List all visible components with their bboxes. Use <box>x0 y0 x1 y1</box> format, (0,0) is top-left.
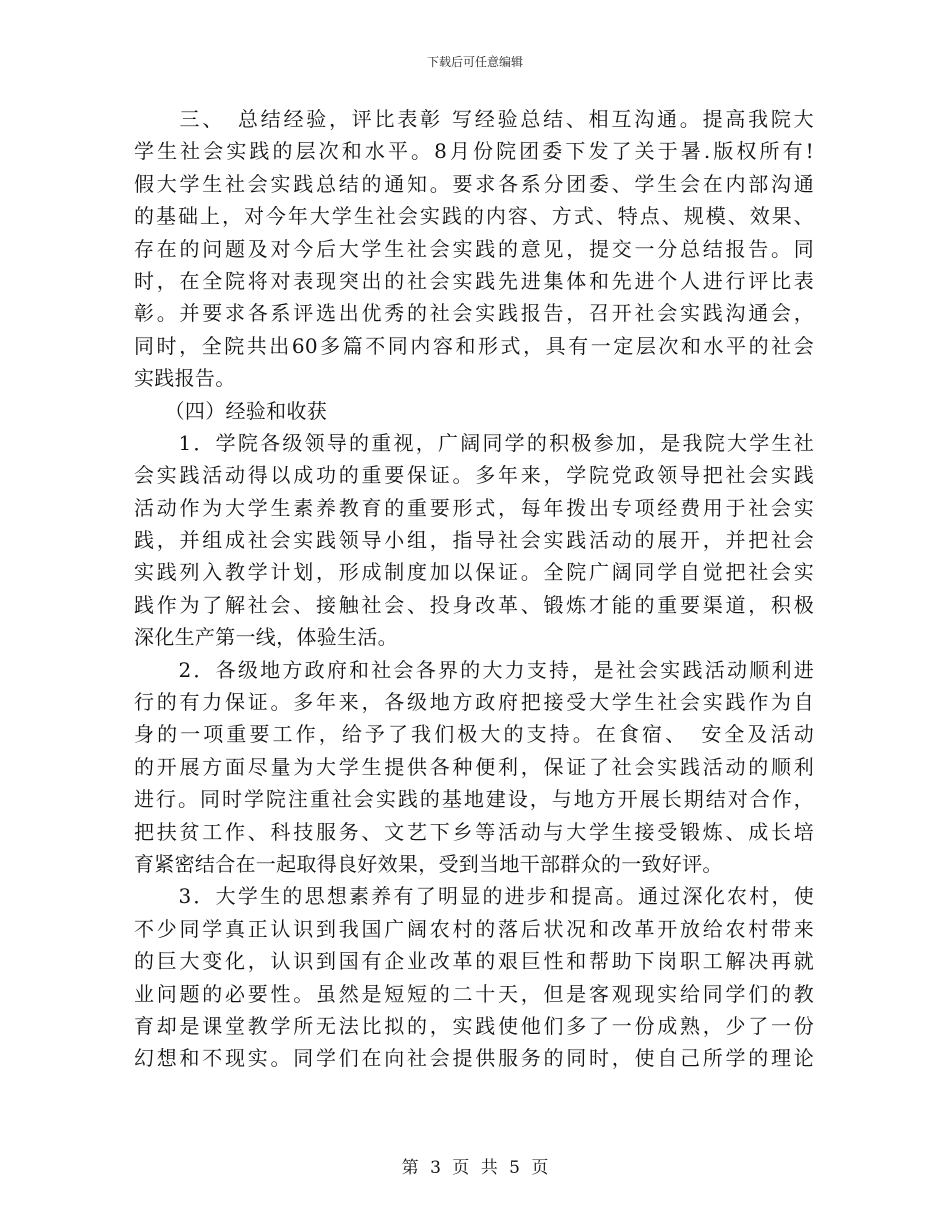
text-line: 假大学生社会实践总结的通知。要求各系分团委、学生会在内部沟通 <box>134 171 814 196</box>
text-line: 学生社会实践的层次和水平。8月份院团委下发了关于暑.版权所有! <box>134 139 814 164</box>
text-line: 行的有力保证。多年来，各级地方政府把接受大学生社会实践作为自 <box>134 690 814 715</box>
text-line: 时，在全院将对表现突出的社会实践先进集体和先进个人进行评比表 <box>134 268 814 293</box>
text-line: 1．学院各级领导的重视，广阔同学的积极参加，是我院大学生社 <box>134 430 814 455</box>
text-line: 的开展方面尽量为大学生提供各种便利，保证了社会实践活动的顺利 <box>134 754 814 779</box>
text-line: 践，并组成社会实践领导小组，指导社会实践活动的展开，并把社会 <box>134 528 814 553</box>
text-line: 身的一项重要工作，给予了我们极大的支持。在食宿、 安全及活动 <box>134 722 814 747</box>
text-line: 彰。并要求各系评选出优秀的社会实践报告，召开社会实践沟通会， <box>134 301 814 326</box>
text-line: 会实践活动得以成功的重要保证。多年来，学院党政领导把社会实践 <box>134 463 814 488</box>
text-line: 同时，全院共出60多篇不同内容和形式，具有一定层次和水平的社会 <box>134 333 814 358</box>
document-body <box>134 103 814 1075</box>
text-line: 把扶贫工作、科技服务、文艺下乡等活动与大学生接受锻炼、成长培 <box>134 819 814 844</box>
text-line: （四）经验和收获 <box>134 398 327 423</box>
page-footer: 第 3 页 共 5 页 <box>401 1158 549 1178</box>
text-line: 深化生产第一线，体验生活。 <box>134 625 398 650</box>
text-line: 业问题的必要性。虽然是短短的二十天，但是客观现实给同学们的教 <box>134 981 814 1006</box>
text-line: 不少同学真正认识到我国广阔农村的落后状况和改革开放给农村带来 <box>134 916 814 941</box>
text-line: 幻想和不现实。同学们在向社会提供服务的同时，使自己所学的理论 <box>134 1046 814 1071</box>
page-header: 下载后可任意编辑 <box>426 55 523 69</box>
text-line: 2．各级地方政府和社会各界的大力支持，是社会实践活动顺利进 <box>134 657 814 682</box>
text-line: 实践报告。 <box>134 366 236 391</box>
text-line: 进行。同时学院注重社会实践的基地建设，与地方开展长期结对合作， <box>134 787 814 812</box>
text-line: 的巨大变化，认识到国有企业改革的艰巨性和帮助下岗职工解决再就 <box>134 949 814 974</box>
text-line: 实践列入教学计划，形成制度加以保证。全院广阔同学自觉把社会实 <box>134 560 814 585</box>
text-line: 的基础上，对今年大学生社会实践的内容、方式、特点、规模、效果、 <box>134 204 814 229</box>
text-line: 育紧密结合在一起取得良好效果，受到当地干部群众的一致好评。 <box>134 851 723 876</box>
text-line: 育却是课堂教学所无法比拟的，实践使他们多了一份成熟，少了一份 <box>134 1013 814 1038</box>
text-line: 存在的问题及对今后大学生社会实践的意见，提交一分总结报告。同 <box>134 236 814 261</box>
text-line: 活动作为大学生素养教育的重要形式，每年拨出专项经费用于社会实 <box>134 495 814 520</box>
text-line: 3．大学生的思想素养有了明显的进步和提高。通过深化农村，使 <box>134 884 814 909</box>
text-line: 三、 总结经验，评比表彰 写经验总结、相互沟通。提高我院大 <box>134 107 814 131</box>
text-line: 践作为了解社会、接触社会、投身改革、锻炼才能的重要渠道，积极 <box>134 592 814 617</box>
